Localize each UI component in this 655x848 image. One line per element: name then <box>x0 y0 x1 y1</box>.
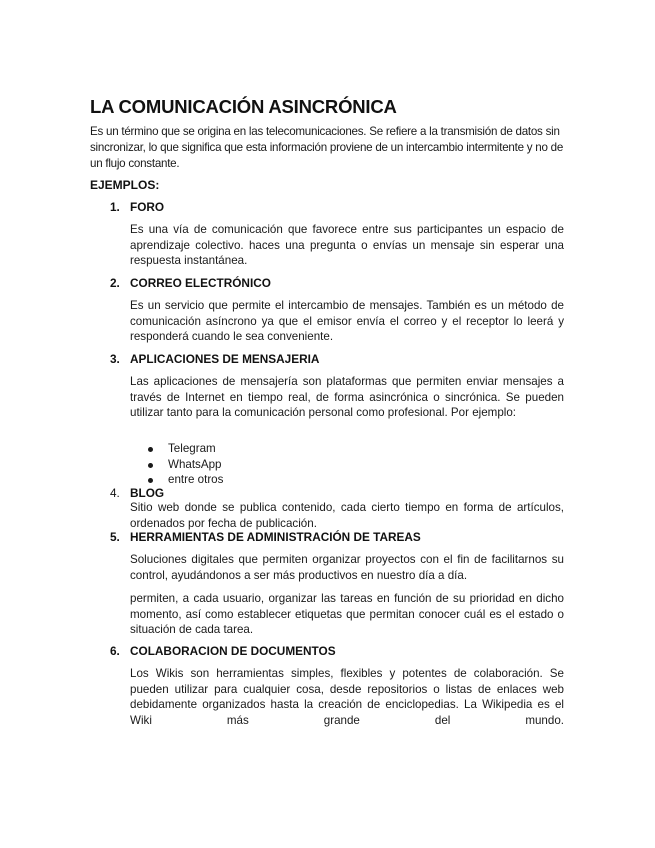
examples-heading: EJEMPLOS: <box>90 178 160 192</box>
bullet-dot-icon <box>148 478 153 483</box>
list-item-number: 2. <box>110 276 120 290</box>
list-item-text: Los Wikis son herramientas simples, flexibles y potentes de colaboración. Se pueden utilizar para cualquier cosa, desde repositorios o listas de enlaces web debidamente organizados hasta la creación de enciclopedias. La Wikipedia es el Wiki más grande del mundo. <box>130 667 564 728</box>
list-item-number: 1. <box>110 200 120 214</box>
list-item-heading <box>110 530 421 544</box>
page-title: LA COMUNICACIÓN ASINCRÓNICA <box>90 96 397 117</box>
list-item-label: HERRAMIENTAS DE ADMINISTRACIÓN DE TAREAS <box>130 530 421 544</box>
list-item-text: Es una vía de comunicación que favorece entre sus participantes un espacio de aprendizaje colectivo. haces una pregunta o envías un mensaje sin esperar una respuesta instantánea. <box>130 223 564 268</box>
list-item-label: CORREO ELECTRÓNICO <box>130 276 271 290</box>
list-item-label: APLICACIONES DE MENSAJERIA <box>130 352 320 366</box>
bullet-item: Telegram <box>148 441 223 457</box>
list-item-text: Las aplicaciones de mensajería son plataformas que permiten enviar mensajes a través de Internet en tiempo real, de forma asincrónica o sincrónica. Se pueden utilizar tanto para la comunicación personal como profesional. Por ejemplo: <box>130 375 564 420</box>
list-item-text: Es un servicio que permite el intercambio de mensajes. También es un método de comunicación asíncrono ya que el emisor envía el correo y el receptor lo leerá y responderá cuando le sea conveniente. <box>130 299 564 344</box>
list-item-heading <box>110 200 164 214</box>
bullet-list <box>148 441 223 488</box>
bullet-item: WhatsApp <box>148 457 223 473</box>
bullet-item: entre otros <box>148 472 223 488</box>
list-item-label: COLABORACION DE DOCUMENTOS <box>130 644 336 658</box>
list-item-text-continued: permiten, a cada usuario, organizar las tareas en función de su prioridad en dicho momento, así como establecer etiquetas que permitan conocer cuál es el estado o situación de cada tarea. <box>130 592 564 637</box>
intro-paragraph: Es un término que se origina en las telecomunicaciones. Se refiere a la transmisión de datos sin sincronizar, lo que significa que esta información proviene de un intercambio intermitente y no de un flujo constante. <box>90 125 564 170</box>
list-item-heading <box>110 352 319 366</box>
list-item-number: 5. <box>110 530 120 544</box>
list-item-heading <box>110 486 164 500</box>
list-item-number: 6. <box>110 644 120 658</box>
list-item-label: FORO <box>130 200 165 214</box>
list-item-text: Sitio web donde se publica contenido, cada cierto tiempo en forma de artículos, ordenados por fecha de publicación. <box>130 501 564 530</box>
list-item-number: 3. <box>110 352 120 366</box>
list-item-heading <box>110 276 271 290</box>
bullet-dot-icon <box>148 447 153 452</box>
bullet-dot-icon <box>148 463 153 468</box>
list-item-heading <box>110 644 336 658</box>
list-item-number: 4. <box>110 486 120 500</box>
list-item-text: Soluciones digitales que permiten organizar proyectos con el fin de facilitarnos su control, ayudándonos a ser más productivos en nuestro día a día. <box>130 553 564 582</box>
list-item-label: BLOG <box>130 486 165 500</box>
